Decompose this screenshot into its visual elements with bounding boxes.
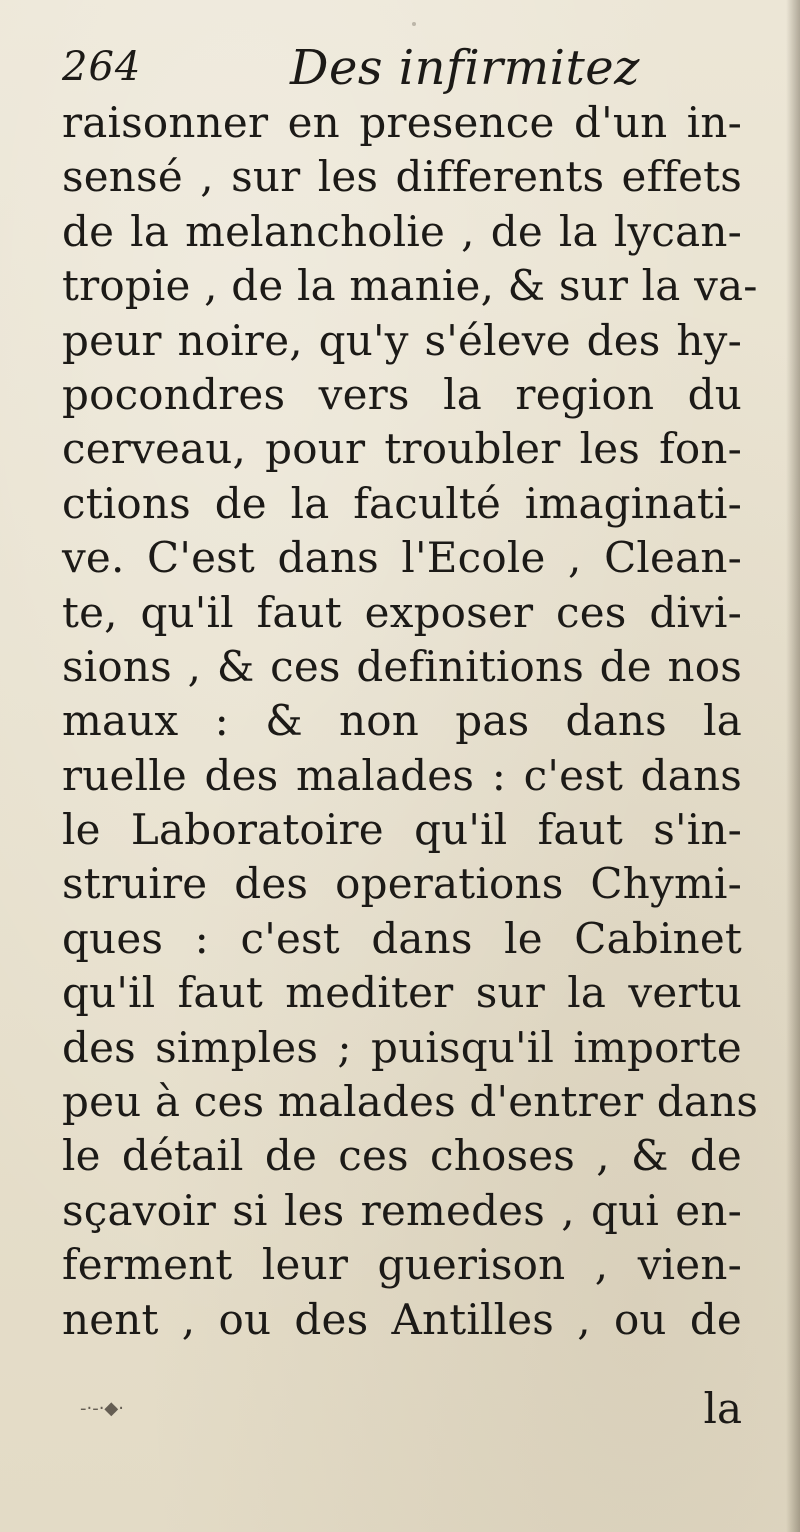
text-line: sensé , sur les differents effets [62,152,742,202]
ink-speck [236,186,239,189]
text-line: ruelle des malades : c'est dans [62,750,742,800]
text-line: des simples ; puisqu'il importe [62,1022,742,1072]
body-text [62,96,759,1347]
text-line: sçavoir si les remedes , qui en- [62,1185,742,1235]
text-line: te, qu'il faut exposer ces divi- [62,587,742,637]
text-line: tropie , de la manie, & sur la va- [62,261,758,311]
text-line: ques : c'est dans le Cabinet [62,913,742,963]
page-header [62,40,742,100]
text-line: peu à ces malades d'entrer dans [62,1077,759,1127]
text-line: maux : & non pas dans la [62,696,742,746]
text-line: nent , ou des Antilles , ou de [62,1294,742,1344]
text-line: ve. C'est dans l'Ecole , Clean- [62,533,742,583]
ink-speck [604,1050,607,1053]
text-line: raisonner en presence d'un in- [62,98,742,147]
page-footer [62,1384,742,1434]
text-line: ferment leur guerison , vien- [62,1240,742,1290]
running-head: Des infirmitez [290,40,640,96]
page-edge-shadow [786,0,800,1532]
printer-ornament: -·-·◆· [80,1398,124,1419]
text-line: de la melancholie , de la lycan- [62,206,742,256]
catchword: la [703,1384,742,1433]
page-number: 264 [62,44,142,90]
text-line: le détail de ces choses , & de [62,1131,742,1181]
ink-speck [412,22,416,26]
ink-speck [708,1218,711,1221]
text-line: cerveau, pour troubler les fon- [62,424,742,474]
text-line: qu'il faut mediter sur la vertu [62,968,742,1018]
text-line: ctions de la faculté imaginati- [62,478,742,528]
text-line: peur noire, qu'y s'éleve des hy- [62,315,742,365]
text-line: sions , & ces definitions de nos [62,641,742,691]
text-line: struire des operations Chymi- [62,859,742,909]
text-line: le Laboratoire qu'il faut s'in- [62,805,742,855]
text-line: pocondres vers la region du [62,369,742,419]
